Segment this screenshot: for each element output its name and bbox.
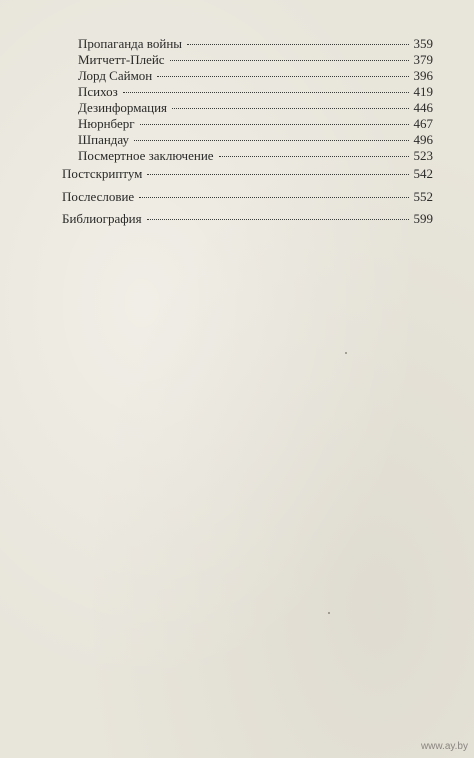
toc-entry-page: 467 bbox=[413, 116, 433, 131]
toc-entry-page: 523 bbox=[413, 148, 433, 163]
toc-entry bbox=[78, 116, 433, 131]
toc-entry bbox=[62, 166, 433, 181]
toc-entry-page: 359 bbox=[413, 36, 433, 51]
toc-entry-page: 552 bbox=[413, 189, 433, 204]
toc-entry-title: Митчетт-Плейс bbox=[78, 52, 165, 67]
paper-speck bbox=[345, 352, 347, 354]
toc-entry-title: Послесловие bbox=[62, 189, 135, 204]
toc-entry-page: 419 bbox=[413, 84, 433, 99]
toc-entry-title: Дезинформация bbox=[78, 100, 168, 115]
toc-entry bbox=[78, 84, 433, 99]
leader-dots bbox=[170, 60, 409, 61]
watermark: www.ay.by bbox=[420, 741, 468, 752]
toc-entry bbox=[78, 36, 433, 51]
leader-dots bbox=[140, 124, 409, 125]
toc-entry bbox=[78, 68, 433, 83]
toc-entry-page: 542 bbox=[413, 166, 433, 181]
toc-entry-title: Постскриптум bbox=[62, 166, 143, 181]
toc-entry bbox=[78, 148, 433, 163]
toc-entry-page: 396 bbox=[413, 68, 433, 83]
toc-entry bbox=[62, 189, 433, 204]
toc-entry-title: Лорд Саймон bbox=[78, 68, 153, 83]
leader-dots bbox=[134, 140, 408, 141]
toc-entry bbox=[78, 52, 433, 67]
leader-dots bbox=[147, 219, 409, 220]
leader-dots bbox=[139, 197, 408, 198]
leader-dots bbox=[123, 92, 409, 93]
toc-entry-title: Библиография bbox=[62, 211, 142, 226]
toc-entry-title: Шпандау bbox=[78, 132, 130, 147]
toc-entry bbox=[78, 100, 433, 115]
toc-entry-title: Психоз bbox=[78, 84, 118, 99]
toc-entry-title: Посмертное заключение bbox=[78, 148, 214, 163]
leader-dots bbox=[172, 108, 408, 109]
leader-dots bbox=[157, 76, 408, 77]
toc-entry-title: Пропаганда войны bbox=[78, 36, 183, 51]
leader-dots bbox=[187, 44, 408, 45]
toc-entry-page: 496 bbox=[413, 132, 433, 147]
toc-entry-title: Нюрнберг bbox=[78, 116, 135, 131]
toc-entry-page: 599 bbox=[413, 211, 433, 226]
paper-speck bbox=[328, 612, 330, 614]
toc-entry-page: 379 bbox=[413, 52, 433, 67]
toc-entry-page: 446 bbox=[413, 100, 433, 115]
leader-dots bbox=[147, 174, 408, 175]
leader-dots bbox=[219, 156, 409, 157]
toc-entry bbox=[62, 211, 433, 226]
toc-entry bbox=[78, 132, 433, 147]
